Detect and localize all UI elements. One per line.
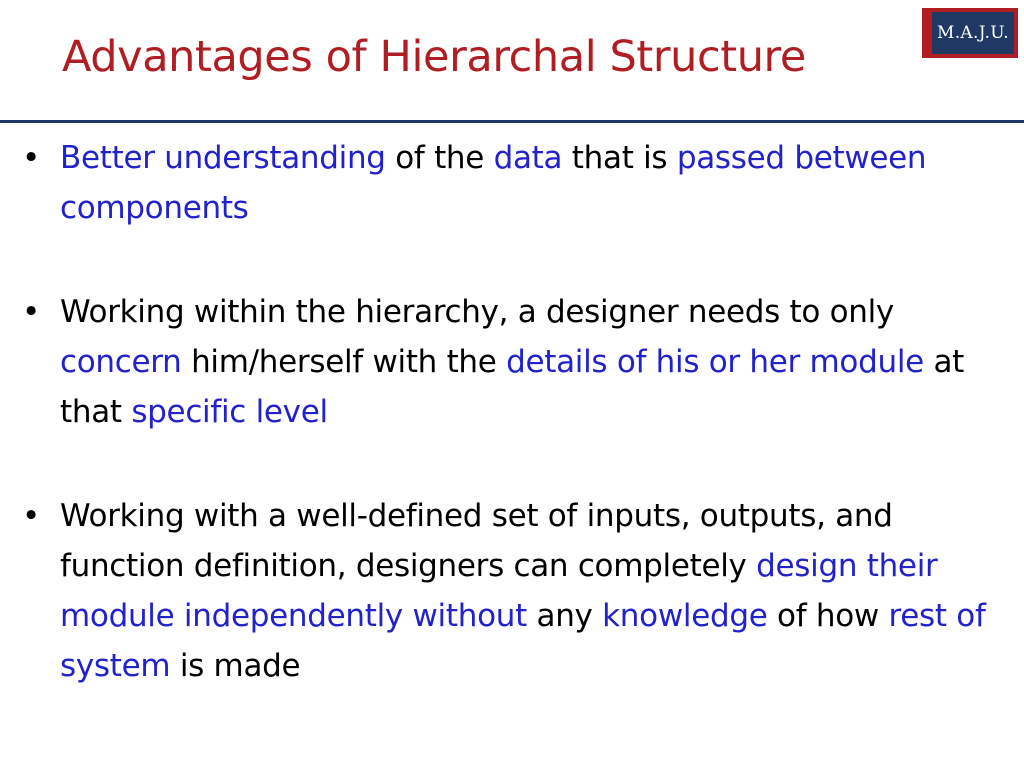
- title-divider: [0, 120, 1024, 123]
- bullet-dot-icon: •: [22, 294, 40, 330]
- bullet-segment: specific level: [131, 394, 328, 430]
- bullet-segment: Working within the hierarchy, a designer needs to only: [60, 294, 894, 330]
- bullet-segment: concern: [60, 344, 182, 380]
- bullet-text: [60, 294, 964, 430]
- bullet-text: [60, 140, 926, 226]
- bullet-segment: Working with a well-defined set of inputs, outputs, and function definition, designers can completely: [60, 498, 893, 584]
- bullet-segment: that is: [562, 140, 677, 176]
- bullet-dot-icon: •: [22, 140, 40, 176]
- logo-text: M.A.J.U.: [932, 12, 1014, 54]
- bullet-dot-icon: •: [22, 498, 40, 534]
- maju-logo: [922, 8, 1018, 58]
- bullet-segment: at that: [60, 344, 965, 430]
- bullet-segment: knowledge: [602, 598, 768, 634]
- bullet-segment: of how: [767, 598, 889, 634]
- bullet-segment: rest of system: [60, 598, 986, 684]
- bullet-item: [22, 133, 1012, 233]
- bullet-segment: Better understanding: [60, 140, 386, 176]
- bullet-segment: of the: [385, 140, 494, 176]
- bullet-segment: is made: [170, 648, 301, 684]
- bullet-segment: details of his or her module: [506, 344, 924, 380]
- bullet-segment: design their module independently without: [60, 548, 938, 634]
- bullet-segment: data: [493, 140, 563, 176]
- bullet-segment: any: [526, 598, 603, 634]
- bullet-text: [60, 498, 986, 684]
- bullet-segment: him/herself with the: [181, 344, 507, 380]
- bullet-segment: passed between components: [60, 140, 927, 226]
- bullet-list: [22, 133, 1012, 745]
- bullet-item: [22, 491, 1012, 691]
- bullet-item: [22, 287, 1012, 437]
- slide-title: Advantages of Hierarchal Structure: [62, 32, 806, 82]
